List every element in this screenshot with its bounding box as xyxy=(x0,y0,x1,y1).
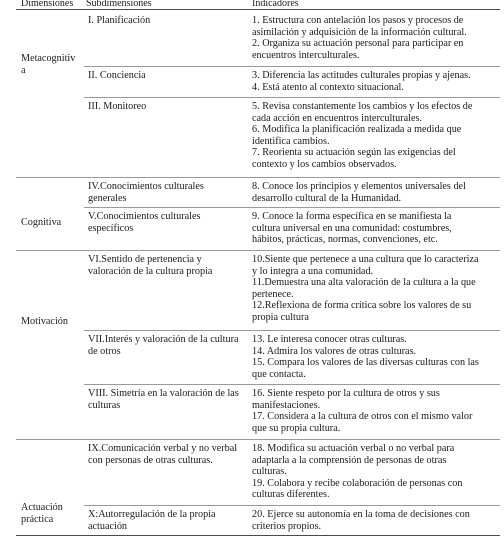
row-divider xyxy=(84,97,500,98)
header-rule xyxy=(16,9,500,10)
header-dimensiones: Dimensiones xyxy=(21,0,74,9)
row-divider xyxy=(84,330,500,331)
dimension-divider xyxy=(16,177,500,178)
table-bottom-rule xyxy=(16,535,500,536)
indicator-cell: 13. Le interesa conocer otras culturas. 14. Admira los valores de otras culturas. 15. Compara los valores de las diversas culturas con las que contacta. xyxy=(252,334,479,380)
dimension-divider xyxy=(16,439,500,440)
subdimension-cell: III. Monitoreo xyxy=(88,101,147,112)
indicator-cell: 16. Siente respeto por la cultura de otros y sus manifestaciones. 17. Considera a la cultura de otros con el mismo valor que su propia cultura. xyxy=(252,388,473,434)
header-subdimensiones: Subdimensiones xyxy=(86,0,152,9)
indicator-cell: 20. Ejerce su autonomía en la toma de decisiones con criterios propios. xyxy=(252,509,470,532)
indicator-cell: 10.Siente que pertenece a una cultura que lo caracteriza y lo integra a una comunidad. 11.Demuestra una alta valoración de la cultura a la que pertenece. 12.Reflexiona de forma crítica sobre los valores de su propia cultura xyxy=(252,254,479,323)
indicator-cell: 9. Conoce la forma específica en se manifiesta la cultura universal en una comunidad: costumbres, hábitos, prácticas, normas, convenciones, etc. xyxy=(252,211,452,246)
indicator-cell: 5. Revisa constantemente los cambios y los efectos de cada acción en encuentros interculturales. 6. Modifica la planificación realizada a medida que identifica cambios. 7. Reorienta su actuación según las exigencias del contexto y los cambios observados. xyxy=(252,101,473,170)
subdimension-cell: VIII. Simetría en la valoración de las culturas xyxy=(88,388,239,411)
dimension-cognitiva: Cognitiva xyxy=(21,217,62,228)
subdimension-cell: IV.Conocimientos culturales generales xyxy=(88,181,204,204)
row-divider xyxy=(84,66,500,67)
dimension-metacognitiva: Metacognitiv a xyxy=(21,53,76,76)
header-indicadores: Indicadores xyxy=(252,0,299,9)
indicator-cell: 1. Estructura con antelación los pasos y procesos de asimilación y adquisición de la información cultural. 2. Organiza su actuación personal para participar en encuentros interculturales. xyxy=(252,15,467,61)
subdimension-cell: IX.Comunicación verbal y no verbal con personas de otras culturas. xyxy=(88,443,238,466)
subdimension-cell: I. Planificación xyxy=(88,15,151,26)
row-divider xyxy=(84,207,500,208)
subdimension-cell: II. Conciencia xyxy=(88,70,146,81)
subdimension-cell: VII.Interés y valoración de la cultura de otros xyxy=(88,334,239,357)
row-divider xyxy=(84,384,500,385)
indicator-cell: 3. Diferencia las actitudes culturales propias y ajenas. 4. Está atento al contexto situacional. xyxy=(252,70,471,93)
indicator-cell: 18. Modifica su actuación verbal o no verbal para adaptarla a la comprensión de personas de otras culturas. 19. Colabora y recibe colaboración de personas con culturas diferentes. xyxy=(252,443,463,501)
subdimension-cell: VI.Sentido de pertenencia y valoración de la cultura propia xyxy=(88,254,213,277)
dimension-motivacion: Motivación xyxy=(21,316,68,327)
dimension-divider xyxy=(16,250,500,251)
subdimension-cell: V.Conocimientos culturales específicos xyxy=(88,211,201,234)
indicator-cell: 8. Conoce los principios y elementos universales del desarrollo cultural de la Humanidad. xyxy=(252,181,466,204)
dimension-actuacion-practica: Actuación práctica xyxy=(21,502,63,525)
row-divider xyxy=(84,505,500,506)
subdimension-cell: X:Autorregulación de la propia actuación xyxy=(88,509,216,532)
